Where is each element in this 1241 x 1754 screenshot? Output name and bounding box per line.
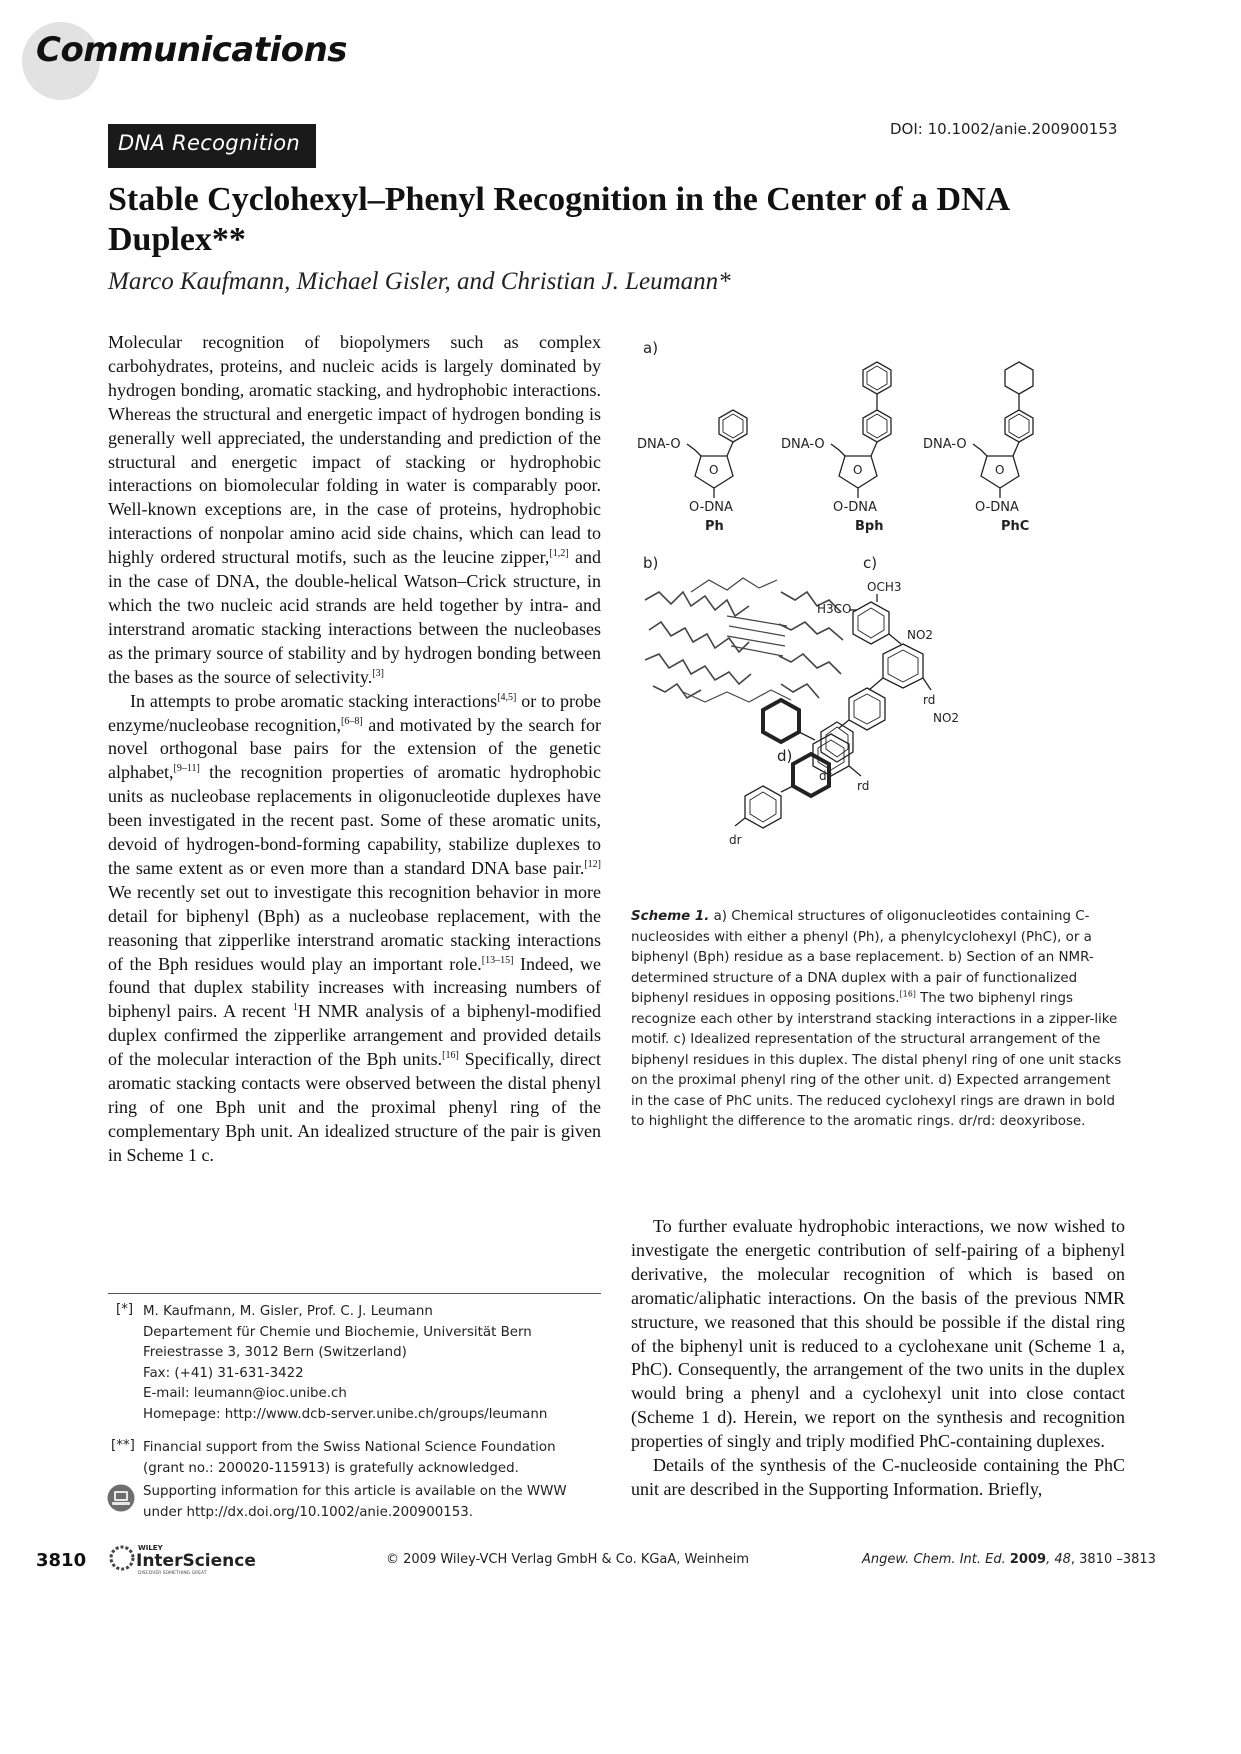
methoxy-label: H3CO: [817, 602, 852, 616]
citation: [3]: [372, 667, 384, 679]
text-run: H NMR analysis of a biphenyl-modified duplex confirmed the zipperlike arrangement and provided details of the molecular interaction of the Bph units.: [108, 1001, 601, 1070]
citation: [16]: [442, 1050, 459, 1062]
footnote-line: Homepage: http://www.dcb-server.unibe.ch/groups/leumann: [143, 1406, 548, 1422]
caption-text: a) Chemical structures of oligonucleotides containing C-nucleosides with either a phenyl (Ph), a phenylcyclohexyl (PhC), or a biphenyl (Bph) residue as a base replacement. b) Section of an NMR-determined structure of a DNA duplex with a pair of functionalized biphenyl residues in opposing positions.: [631, 909, 1094, 1006]
footnote-funding: [143, 1438, 603, 1479]
logo-main-text: InterScience: [136, 1551, 256, 1571]
journal-volume: 48: [1054, 1552, 1071, 1567]
text-run: In attempts to probe aromatic stacking interactions: [130, 690, 498, 711]
article-title: Stable Cyclohexyl–Phenyl Recognition in the Center of a DNA Duplex**: [108, 181, 1009, 258]
text-run: Molecular recognition of biopolymers such as complex carbohydrates, proteins, and nucleic acids is largely dominated by hydrogen bonding, aromatic stacking, and hydrophobic interactions. Whereas the structural and energetic impact of hydrogen bonding is generally well appreciated, the understanding and prediction of the structural and energetic impact of stacking or hydrophobic interactions on biomolecular folding in water is comparably poor. Well-known exceptions are, in the case of proteins, hydrophobic interactions of nonpolar amino acid side chains, which can lead to highly ordered structural motifs, such as the leucine zipper,: [108, 332, 601, 568]
scheme-1-figure: [631, 330, 1125, 890]
paragraph: Details of the synthesis of the C-nucleoside containing the PhC unit are described in the Supporting Information. Briefly,: [631, 1455, 1125, 1499]
citation: [13–15]: [481, 954, 514, 966]
panel-label-a: a): [643, 339, 659, 357]
doi-label: DOI: 10.1002/anie.200900153: [890, 120, 1118, 138]
nitro-label: NO2: [933, 711, 960, 725]
footnote-line: Financial support from the Swiss National Science Foundation: [143, 1440, 556, 1455]
scheme-caption: [631, 907, 1125, 1133]
footnote-supporting-info: [143, 1482, 603, 1523]
methoxy-label: OCH3: [867, 580, 902, 594]
author-list: Marco Kaufmann, Michael Gisler, and Christian J. Leumann*: [108, 268, 731, 295]
footnote-line: E-mail: leumann@ioc.unibe.ch: [143, 1386, 347, 1401]
dr-label: dr: [819, 769, 832, 783]
rd-label: rd: [857, 779, 870, 793]
text-run: Indeed, we found that duplex stability increases with increasing numbers of biphenyl pairs. A recent: [108, 953, 601, 1022]
computer-icon: [106, 1484, 136, 1512]
journal-citation: Angew. Chem. Int. Ed. 2009, 48, 3810 –3813: [862, 1552, 1156, 1567]
topic-label: DNA Recognition: [118, 131, 301, 155]
footnote-line: under http://dx.doi.org/10.1002/anie.200900153.: [143, 1504, 474, 1520]
footnote-mark: [**]: [111, 1438, 135, 1453]
label-phc: PhC: [1001, 519, 1030, 534]
ring-oxygen: O: [995, 463, 1005, 477]
structure-bph: [781, 362, 891, 534]
text-run: and motivated by the search for novel orthogonal base pairs for the extension of the genetic alphabet,: [108, 714, 601, 783]
citation: [4,5]: [497, 691, 517, 703]
logo-wiley-text: WILEY: [138, 1544, 163, 1552]
footnote-line: (grant no.: 200020-115913) is gratefully acknowledged.: [143, 1460, 519, 1476]
page-number: 3810: [36, 1550, 87, 1571]
dna-o-label: DNA-O: [923, 437, 967, 452]
ring-oxygen: O: [709, 463, 719, 477]
structure-ph: [637, 410, 747, 534]
footnote-rule: [108, 1293, 601, 1294]
nmr-duplex-structure: [645, 578, 843, 702]
citation: [16]: [899, 989, 916, 999]
ring-oxygen: O: [853, 463, 863, 477]
citation: [9–11]: [173, 763, 200, 775]
o-dna-label: O-DNA: [833, 500, 877, 515]
citation: [6–8]: [340, 715, 363, 727]
caption-text: The two biphenyl rings recognize each other by interstrand stacking interactions in a zipper-like motif. c) Idealized representation of the structural arrangement of the biphenyl residues in this duplex. The distal phenyl ring of one unit stacks on the proximal phenyl ring of the other unit. d) Expected arrangement in the case of PhC units. The reduced cyclohexyl rings are drawn in bold to highlight the difference to the aromatic rings. dr/rd: deoxyribose.: [631, 991, 1122, 1129]
footnote-line: Fax: (+41) 31-631-3422: [143, 1365, 304, 1381]
o-dna-label: O-DNA: [975, 500, 1019, 515]
footnote-line: M. Kaufmann, M. Gisler, Prof. C. J. Leumann: [143, 1304, 433, 1319]
citation: [1,2]: [549, 548, 569, 560]
isotope-superscript: 1: [292, 1002, 298, 1014]
text-run: the recognition properties of aromatic hydrophobic units as nucleobase replacements in oligonucleotide duplexes have been investigated in the recent past. Some of these aromatic units, devoid of hydrogen-bond-forming capability, stabilize duplexes to the same extent as or even more than a standard DNA base pair.: [108, 762, 601, 878]
journal-name: Angew. Chem. Int. Ed.: [862, 1552, 1006, 1567]
logo-tagline: DISCOVER SOMETHING GREAT: [138, 1571, 207, 1576]
text-run: We recently set out to investigate this recognition behavior in more detail for biphenyl (Bph) as a nucleobase replacement, with the reasoning that zipperlike interstrand aromatic stacking interactions of the Bph residues would play an important role.: [108, 881, 601, 974]
phc-arrangement-structure: [729, 700, 869, 847]
paragraph: [108, 331, 601, 690]
caption-label: Scheme 1.: [631, 909, 710, 924]
footnote-line: Freiestrasse 3, 3012 Bern (Switzerland): [143, 1345, 407, 1360]
rd-label: rd: [923, 693, 936, 707]
structure-phc: [923, 362, 1033, 534]
body-column-right: [631, 1215, 1125, 1502]
dna-o-label: DNA-O: [637, 437, 681, 452]
copyright-notice: © 2009 Wiley-VCH Verlag GmbH & Co. KGaA, Weinheim: [386, 1552, 750, 1567]
idealized-stacking-structure: [817, 580, 959, 783]
label-ph: Ph: [705, 519, 724, 534]
footnote-line: Departement für Chemie und Biochemie, Universität Bern: [143, 1324, 532, 1340]
label-bph: Bph: [855, 519, 884, 534]
dr-label: dr: [729, 833, 742, 847]
footnote-mark: [*]: [116, 1302, 134, 1317]
panel-label-d: d): [777, 747, 793, 765]
panel-label-c: c): [863, 554, 878, 572]
journal-year: 2009: [1009, 1552, 1047, 1567]
interscience-logo: [108, 1540, 278, 1576]
panel-label-b: b): [643, 554, 659, 572]
text-run: Specifically, direct aromatic stacking contacts were observed between the distal phenyl ring of one Bph unit and the proximal phenyl ring of the complementary Bph unit. An idealized structure of the pair is given in Scheme 1 c.: [108, 1049, 601, 1165]
nitro-label: NO2: [907, 628, 934, 642]
text-run: and in the case of DNA, the double-helical Watson–Crick structure, in which the two nucleic acid strands are held together by intra- and interstrand aromatic stacking interactions between the nucleobases as the primary source of stability and by hydrogen bonding between the bases as the source of selectivity.: [108, 547, 601, 687]
body-column-left: [108, 331, 601, 1168]
footnote-affiliation: [143, 1302, 603, 1425]
dna-o-label: DNA-O: [781, 437, 825, 452]
section-title: Communications: [36, 30, 348, 70]
paragraph: To further evaluate hydrophobic interactions, we now wished to investigate the energetic contribution of self-pairing of a biphenyl derivative, the molecular recognition of which is based on aromatic/aliphatic interactions. On the basis of the previous NMR structure, we reasoned that this should be possible if the distal ring of the biphenyl unit is reduced to a cyclohexane unit (Scheme 1 a, PhC). Consequently, the arrangement of the two units in the duplex would bring a phenyl and a cyclohexyl unit into close contact (Scheme 1 d). Herein, we report on the synthesis and recognition properties of singly and triply modified PhC-containing duplexes.: [631, 1216, 1125, 1452]
footnote-line: Supporting information for this article is available on the WWW: [143, 1484, 567, 1499]
paragraph: [108, 690, 601, 1168]
o-dna-label: O-DNA: [689, 500, 733, 515]
journal-pages: , 3810 –3813: [1070, 1552, 1156, 1567]
citation: [12]: [584, 858, 601, 870]
text-run: or to probe enzyme/nucleobase recognition,: [108, 690, 602, 735]
